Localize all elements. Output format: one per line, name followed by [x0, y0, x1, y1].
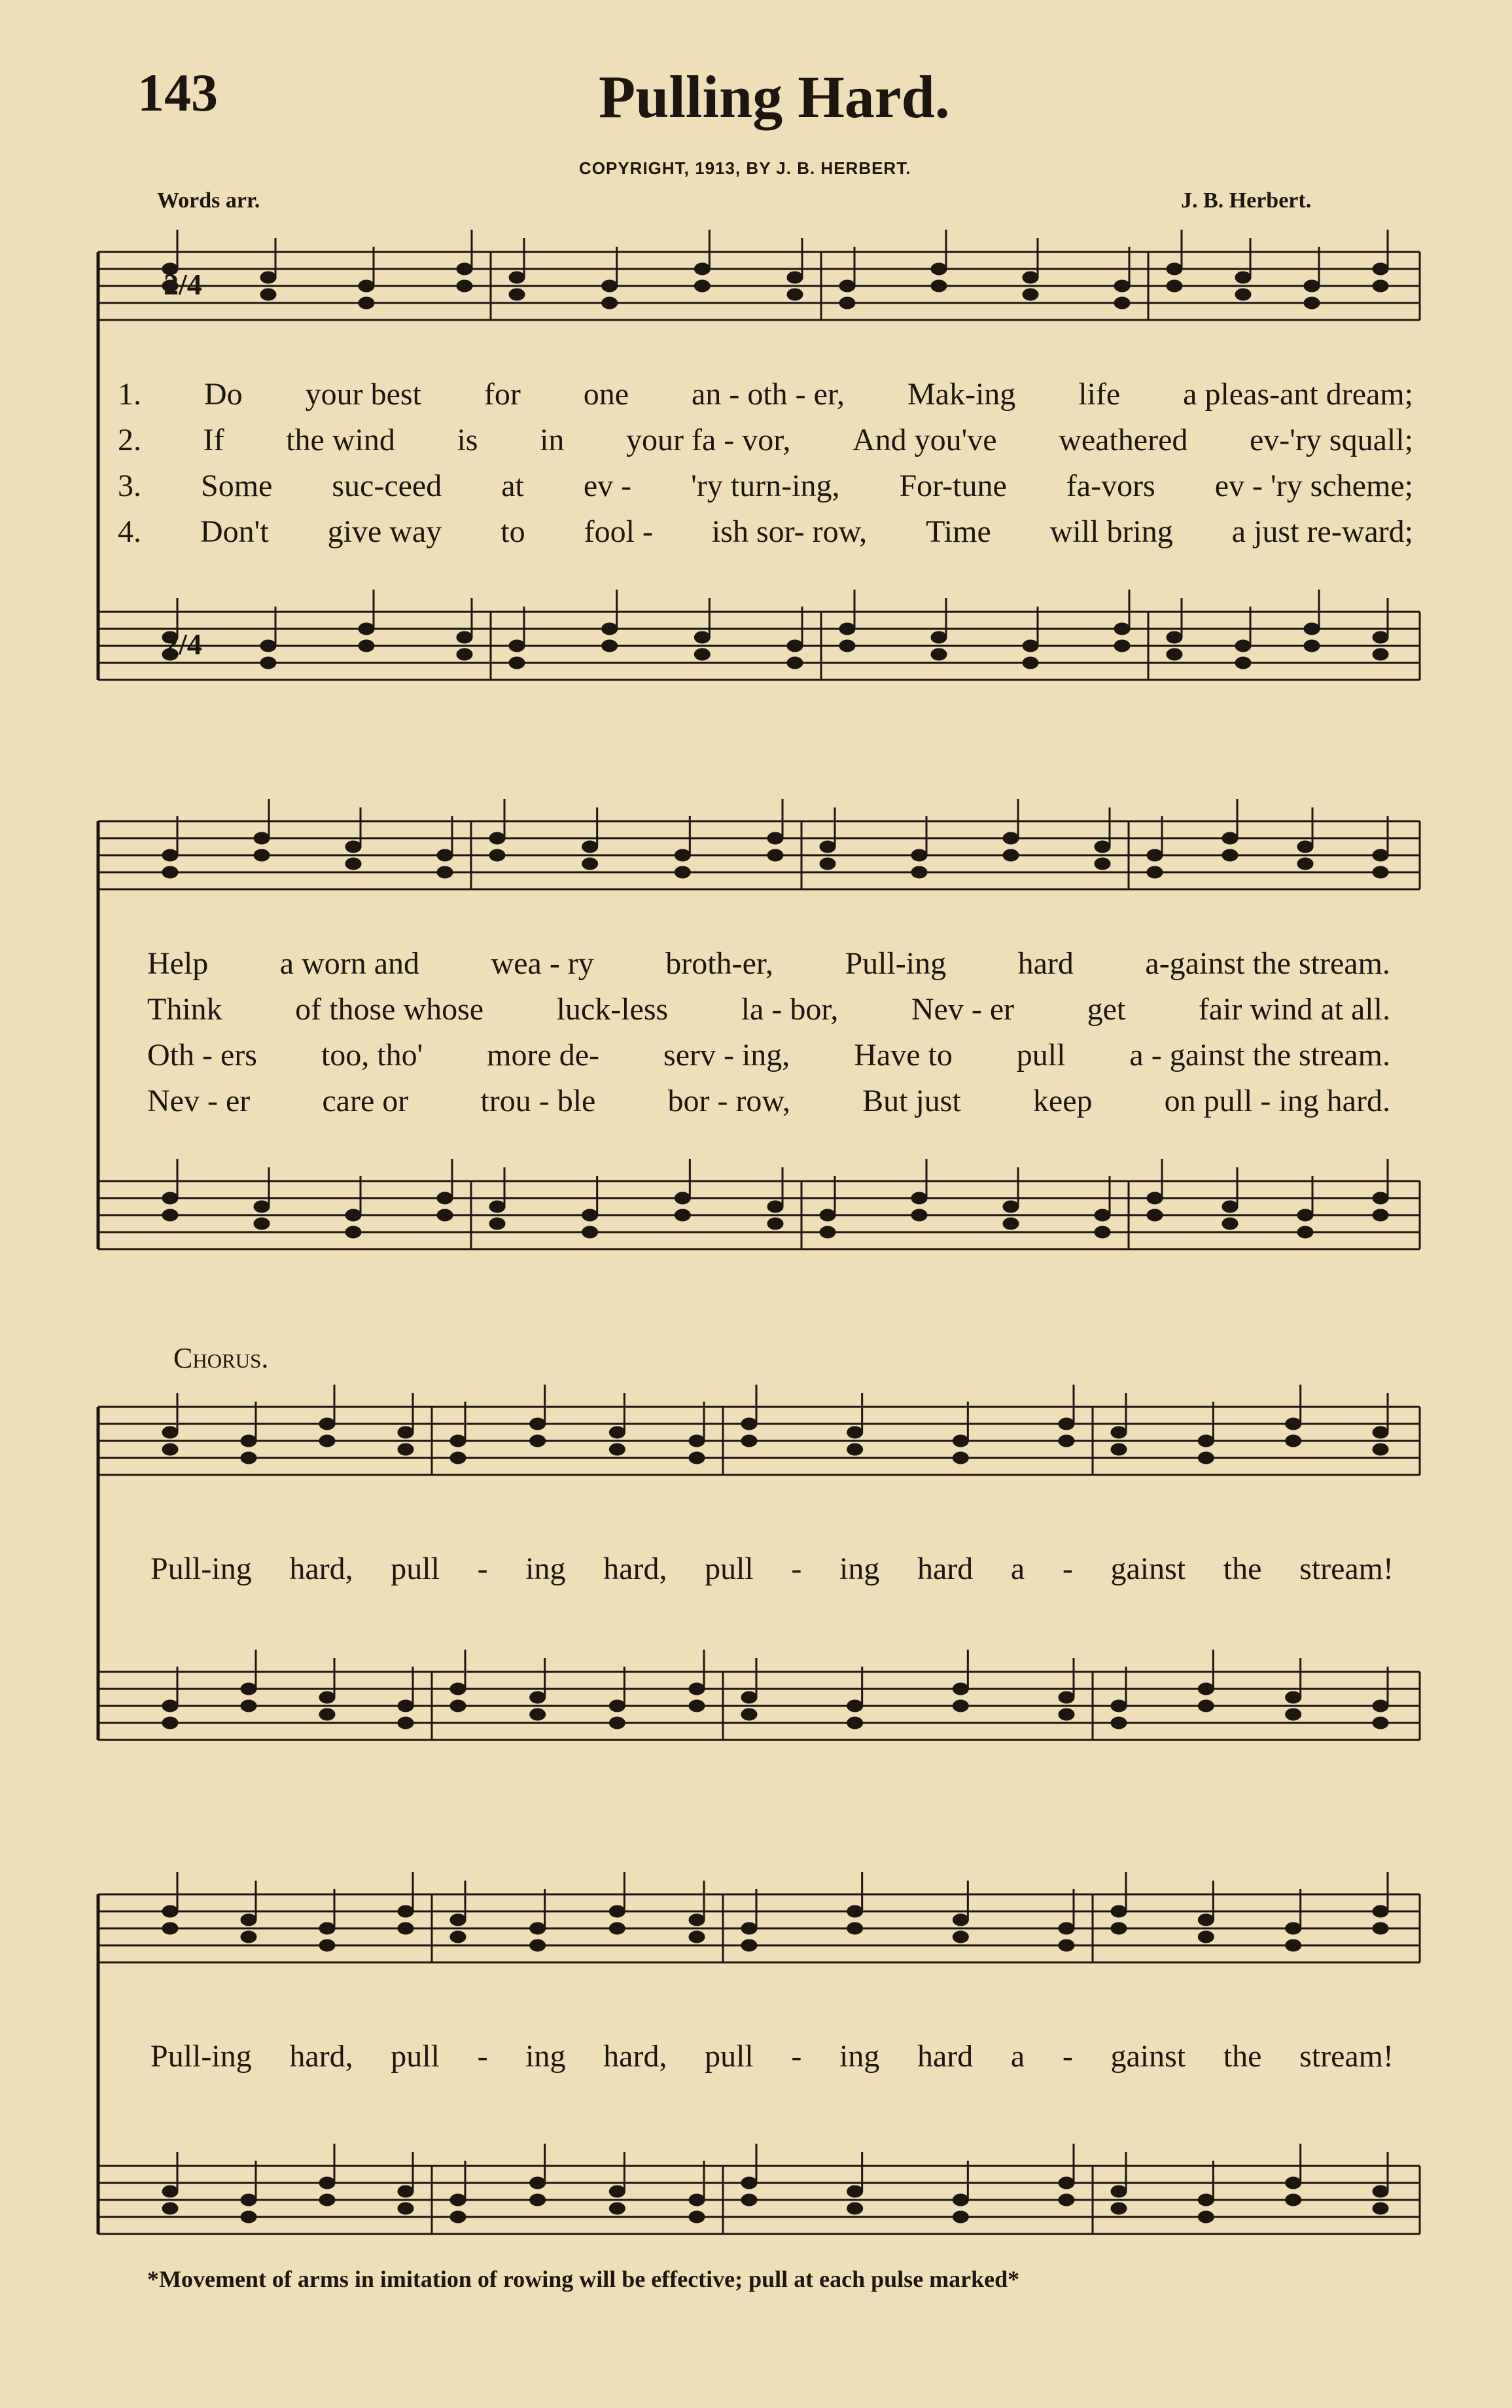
note-head: [741, 1939, 757, 1951]
note-head: [241, 2211, 256, 2223]
note-head: [162, 1700, 178, 1712]
note-head: [1373, 1905, 1388, 1917]
note-head: [260, 640, 276, 652]
note-head: [1373, 648, 1388, 660]
note-head: [689, 1700, 705, 1712]
note-head: [1111, 1700, 1127, 1712]
note-head: [1297, 1209, 1313, 1221]
note-head: [953, 2211, 968, 2223]
note-head: [767, 832, 783, 844]
note-head: [1373, 866, 1388, 878]
note-head: [1304, 280, 1320, 292]
note-head: [1373, 1192, 1388, 1204]
note-head: [1059, 1709, 1074, 1720]
note-head: [1095, 1226, 1110, 1238]
note-head: [1373, 1700, 1388, 1712]
note-head: [609, 2203, 625, 2214]
note-head: [1147, 849, 1163, 861]
note-head: [602, 280, 618, 292]
note-head: [820, 1226, 835, 1238]
note-head: [741, 2194, 757, 2206]
note-head: [260, 289, 276, 300]
note-head: [741, 2177, 757, 2189]
note-head: [319, 1418, 335, 1430]
note-head: [162, 1443, 178, 1455]
copyright-notice: COPYRIGHT, 1913, BY J. B. HERBERT.: [579, 158, 911, 178]
words-credit: Words arr.: [157, 188, 260, 213]
note-head: [489, 849, 505, 861]
note-head: [1059, 1418, 1074, 1430]
note-head: [260, 272, 276, 283]
note-head: [530, 1939, 546, 1951]
note-head: [1286, 1435, 1301, 1447]
note-head: [437, 849, 453, 861]
note-head: [1373, 631, 1388, 643]
note-head: [609, 1700, 625, 1712]
music-credit: J. B. Herbert.: [1181, 188, 1312, 213]
note-head: [1167, 631, 1182, 643]
note-head: [911, 1209, 927, 1221]
note-head: [1373, 1443, 1388, 1455]
note-head: [319, 1691, 335, 1703]
note-head: [162, 2203, 178, 2214]
note-head: [509, 657, 525, 669]
note-head: [1198, 1700, 1214, 1712]
note-head: [820, 1209, 835, 1221]
note-head: [450, 2211, 466, 2223]
note-head: [689, 1931, 705, 1943]
note-head: [1059, 1435, 1074, 1447]
note-head: [450, 1931, 466, 1943]
note-head: [509, 289, 525, 300]
note-head: [1235, 272, 1251, 283]
note-head: [1373, 1209, 1388, 1221]
note-head: [1198, 1452, 1214, 1464]
note-head: [254, 849, 270, 861]
note-head: [319, 1922, 335, 1934]
note-head: [820, 841, 835, 853]
note-head: [1286, 2177, 1301, 2189]
note-head: [1235, 640, 1251, 652]
note-head: [437, 866, 453, 878]
note-head: [609, 2186, 625, 2197]
note-head: [398, 2203, 413, 2214]
chorus-label: Chorus.: [173, 1342, 269, 1374]
note-head: [675, 1209, 690, 1221]
note-head: [530, 1709, 546, 1720]
note-head: [582, 1226, 598, 1238]
note-head: [1023, 657, 1038, 669]
verse-1-line-2: Help a worn and wea - ry broth-er, Pull-ing hard a-gainst the stream.: [147, 946, 1390, 981]
note-head: [1286, 1418, 1301, 1430]
note-head: [1147, 1209, 1163, 1221]
note-head: [609, 1905, 625, 1917]
note-head: [319, 2177, 335, 2189]
note-head: [953, 1700, 968, 1712]
time-signature-bottom-1: 2/4: [164, 628, 202, 661]
note-head: [345, 1209, 361, 1221]
note-head: [847, 1905, 863, 1917]
note-head: [847, 2186, 863, 2197]
note-head: [398, 1700, 413, 1712]
note-head: [1373, 280, 1388, 292]
note-head: [694, 631, 710, 643]
note-head: [1059, 2177, 1074, 2189]
note-head: [675, 849, 690, 861]
note-head: [457, 648, 472, 660]
note-head: [450, 1452, 466, 1464]
note-head: [319, 1939, 335, 1951]
note-head: [162, 1426, 178, 1438]
note-head: [1198, 1683, 1214, 1695]
verse-4-line-2: Nev - er care or trou - ble bor - row, But just keep on pull - ing hard.: [147, 1084, 1390, 1118]
note-head: [241, 2194, 256, 2206]
note-head: [398, 2186, 413, 2197]
note-head: [694, 648, 710, 660]
note-head: [767, 1218, 783, 1230]
note-head: [398, 1426, 413, 1438]
note-head: [609, 1717, 625, 1729]
note-head: [345, 841, 361, 853]
note-head: [1111, 1443, 1127, 1455]
note-head: [1003, 832, 1019, 844]
note-head: [1003, 849, 1019, 861]
note-head: [1095, 858, 1110, 870]
note-head: [1304, 297, 1320, 309]
note-head: [1373, 263, 1388, 275]
note-head: [530, 1691, 546, 1703]
note-head: [675, 866, 690, 878]
note-head: [489, 1218, 505, 1230]
note-head: [1297, 858, 1313, 870]
note-head: [953, 1931, 968, 1943]
note-head: [241, 1435, 256, 1447]
hymn-title: Pulling Hard.: [599, 63, 950, 130]
note-head: [260, 657, 276, 669]
note-head: [1111, 1717, 1127, 1729]
time-signature-top-1: 2/4: [164, 268, 202, 301]
note-head: [741, 1691, 757, 1703]
note-head: [787, 289, 803, 300]
note-head: [689, 1435, 705, 1447]
note-head: [359, 640, 374, 652]
note-head: [1111, 1922, 1127, 1934]
note-head: [1222, 1201, 1238, 1213]
note-head: [911, 1192, 927, 1204]
note-head: [1003, 1201, 1019, 1213]
note-head: [162, 849, 178, 861]
note-head: [741, 1418, 757, 1430]
note-head: [1095, 841, 1110, 853]
note-head: [694, 263, 710, 275]
verse-2-line-1: 2. If the wind is in your fa - vor, And you've weathered ev-'ry squall;: [118, 423, 1413, 457]
note-head: [1167, 280, 1182, 292]
note-head: [509, 640, 525, 652]
footnote: *Movement of arms in imitation of rowing will be effective; pull at each pulse marked*: [147, 2266, 1020, 2292]
note-head: [509, 272, 525, 283]
note-head: [839, 280, 855, 292]
note-head: [847, 1700, 863, 1712]
note-head: [457, 263, 472, 275]
note-head: [787, 657, 803, 669]
note-head: [241, 1683, 256, 1695]
note-head: [162, 1922, 178, 1934]
note-head: [839, 297, 855, 309]
note-head: [689, 1914, 705, 1926]
note-head: [602, 297, 618, 309]
note-head: [254, 1218, 270, 1230]
note-head: [162, 1717, 178, 1729]
note-head: [1023, 640, 1038, 652]
note-head: [602, 640, 618, 652]
note-head: [1023, 289, 1038, 300]
note-head: [1373, 1922, 1388, 1934]
note-head: [1198, 1931, 1214, 1943]
note-head: [1198, 2194, 1214, 2206]
note-head: [162, 2186, 178, 2197]
note-head: [530, 1922, 546, 1934]
note-head: [1373, 2186, 1388, 2197]
note-head: [1373, 2203, 1388, 2214]
note-head: [1147, 866, 1163, 878]
note-head: [689, 2211, 705, 2223]
note-head: [1286, 1691, 1301, 1703]
note-head: [767, 1201, 783, 1213]
note-head: [398, 1905, 413, 1917]
note-head: [319, 1435, 335, 1447]
note-head: [457, 631, 472, 643]
note-head: [345, 1226, 361, 1238]
note-head: [1304, 623, 1320, 635]
note-head: [675, 1192, 690, 1204]
note-head: [1286, 1709, 1301, 1720]
note-head: [241, 1700, 256, 1712]
verse-1-line-1: 1. Do your best for one an - oth - er, Mak-ing life a pleas-ant dream;: [118, 377, 1413, 412]
note-head: [1147, 1192, 1163, 1204]
note-head: [1235, 289, 1251, 300]
note-head: [602, 623, 618, 635]
note-head: [1373, 1717, 1388, 1729]
note-head: [953, 1452, 968, 1464]
note-head: [1114, 280, 1130, 292]
note-head: [1111, 1905, 1127, 1917]
verse-num: 3.: [118, 469, 141, 503]
chorus-line-2: Pull-ing hard, pull - ing hard, pull - ing hard a - gainst the stream!: [150, 2039, 1394, 2074]
note-head: [1167, 648, 1182, 660]
note-head: [1114, 623, 1130, 635]
verse-4-line-1: 4. Don't give way to fool - ish sor- row, Time will bring a just re-ward;: [118, 514, 1413, 549]
note-head: [741, 1709, 757, 1720]
note-head: [241, 1914, 256, 1926]
note-head: [847, 1717, 863, 1729]
verse-3-line-2: Oth - ers too, tho' more de- serv - ing, Have to pull a - gainst the stream.: [147, 1038, 1390, 1072]
note-head: [1222, 849, 1238, 861]
verse-3-line-1: 3. Some suc-ceed at ev - 'ry turn-ing, For-tune fa-vors ev - 'ry scheme;: [118, 469, 1413, 503]
note-head: [1198, 1914, 1214, 1926]
note-head: [931, 280, 947, 292]
note-head: [787, 640, 803, 652]
note-head: [1023, 272, 1038, 283]
note-head: [953, 2194, 968, 2206]
note-head: [609, 1922, 625, 1934]
note-head: [694, 280, 710, 292]
note-head: [820, 858, 835, 870]
note-head: [1198, 1435, 1214, 1447]
note-head: [847, 1922, 863, 1934]
note-head: [911, 849, 927, 861]
note-head: [931, 648, 947, 660]
note-head: [839, 640, 855, 652]
note-head: [530, 1418, 546, 1430]
note-head: [450, 1435, 466, 1447]
note-head: [1286, 1939, 1301, 1951]
note-head: [689, 1683, 705, 1695]
note-head: [1304, 640, 1320, 652]
note-head: [162, 1209, 178, 1221]
note-head: [1286, 2194, 1301, 2206]
note-head: [1059, 1939, 1074, 1951]
verse-num: 4.: [118, 514, 141, 549]
note-head: [530, 2194, 546, 2206]
note-head: [1059, 1922, 1074, 1934]
note-head: [1222, 1218, 1238, 1230]
note-head: [953, 1914, 968, 1926]
note-head: [1059, 1691, 1074, 1703]
note-head: [162, 1905, 178, 1917]
note-head: [689, 2194, 705, 2206]
note-head: [847, 2203, 863, 2214]
note-head: [582, 1209, 598, 1221]
verse-num: 1.: [118, 377, 141, 412]
note-head: [953, 1683, 968, 1695]
note-head: [582, 841, 598, 853]
note-head: [1222, 832, 1238, 844]
note-head: [1297, 841, 1313, 853]
note-head: [1095, 1209, 1110, 1221]
note-head: [398, 1717, 413, 1729]
note-head: [839, 623, 855, 635]
note-head: [1297, 1226, 1313, 1238]
note-head: [530, 1435, 546, 1447]
note-head: [1003, 1218, 1019, 1230]
verse-2-line-2: Think of those whose luck-less la - bor, Nev - er get fair wind at all.: [147, 992, 1390, 1027]
note-head: [530, 2177, 546, 2189]
note-head: [457, 280, 472, 292]
note-head: [1286, 1922, 1301, 1934]
note-head: [1235, 657, 1251, 669]
note-head: [398, 1922, 413, 1934]
note-head: [953, 1435, 968, 1447]
note-head: [741, 1922, 757, 1934]
note-head: [1373, 849, 1388, 861]
note-head: [450, 1683, 466, 1695]
note-head: [489, 1201, 505, 1213]
note-head: [1111, 1426, 1127, 1438]
note-head: [450, 1914, 466, 1926]
note-head: [582, 858, 598, 870]
note-head: [254, 1201, 270, 1213]
note-head: [787, 272, 803, 283]
note-head: [241, 1452, 256, 1464]
note-head: [741, 1435, 757, 1447]
note-head: [609, 1426, 625, 1438]
note-head: [345, 858, 361, 870]
note-head: [1167, 263, 1182, 275]
note-head: [1111, 2203, 1127, 2214]
note-head: [241, 1931, 256, 1943]
chorus-line-1: Pull-ing hard, pull - ing hard, pull - ing hard a - gainst the stream!: [150, 1551, 1394, 1586]
note-head: [1198, 2211, 1214, 2223]
note-head: [847, 1426, 863, 1438]
note-head: [1373, 1426, 1388, 1438]
note-head: [489, 832, 505, 844]
note-head: [162, 866, 178, 878]
note-head: [1114, 297, 1130, 309]
note-head: [398, 1443, 413, 1455]
note-head: [767, 849, 783, 861]
note-head: [609, 1443, 625, 1455]
note-head: [450, 2194, 466, 2206]
note-head: [847, 1443, 863, 1455]
note-head: [1059, 2194, 1074, 2206]
note-head: [254, 832, 270, 844]
note-head: [931, 631, 947, 643]
note-head: [359, 623, 374, 635]
note-head: [689, 1452, 705, 1464]
note-head: [319, 2194, 335, 2206]
hymn-number: 143: [137, 63, 218, 122]
note-head: [931, 263, 947, 275]
note-head: [437, 1209, 453, 1221]
note-head: [359, 280, 374, 292]
verse-num: 2.: [118, 423, 141, 457]
note-head: [319, 1709, 335, 1720]
note-head: [162, 1192, 178, 1204]
note-head: [437, 1192, 453, 1204]
note-head: [1114, 640, 1130, 652]
note-head: [450, 1700, 466, 1712]
note-head: [911, 866, 927, 878]
note-head: [359, 297, 374, 309]
note-head: [1111, 2186, 1127, 2197]
